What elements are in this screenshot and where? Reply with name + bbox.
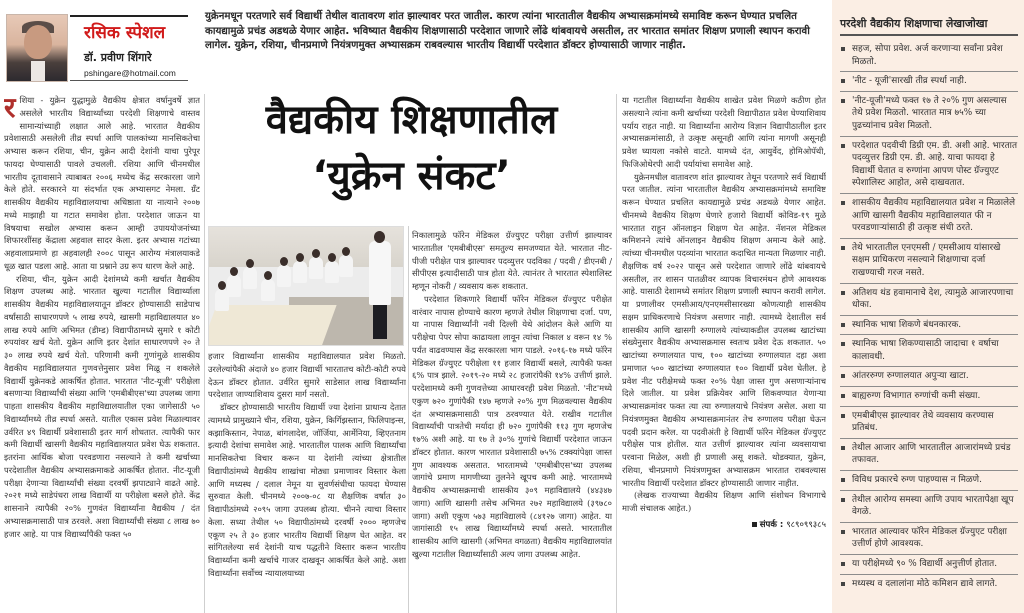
section-kicker: रसिक स्पेशल xyxy=(84,23,166,43)
item-text: 'नीट - यूजी'सारखी तीव्र स्पर्धा नाही. xyxy=(852,76,967,87)
bullet-square-icon xyxy=(841,246,845,250)
bullet-square-icon xyxy=(841,478,845,482)
sidebar-list-item xyxy=(840,92,1018,137)
sidebar-title: परदेशी वैद्यकीय शिक्षणाचा लेखाजोखा xyxy=(840,16,1018,36)
photo-student xyxy=(325,261,339,283)
article-column-4 xyxy=(622,94,826,613)
photo-teacher xyxy=(369,241,391,305)
item-text: तेथे भारतातील एनएमसी / एमसीआय यांसारखे सक्षम प्राधिकरण नसल्याने शिक्षणाचा दर्जा राखण्याची गरज नसते. xyxy=(852,242,1001,278)
item-text: बाह्यरुग्ण विभागात रुग्णांची कमी संख्या. xyxy=(852,391,981,402)
article-paragraph: हजार विद्यार्थ्यांना शासकीय महाविद्यालयात प्रवेश मिळतो. उरलेल्यांपैकी अंदाजे ४० हजार विद्यार्थी भारतातच कोटी-कोटी रुपये देऊन डॉक्टर होतात. उर्वरित सुमारे साडेसात लाख विद्यार्थ्यांना परदेशात जाण्याशिवाय दुसरा मार्ग नसतो. xyxy=(208,351,406,400)
photo-desk xyxy=(208,305,337,346)
author-photo-shirt xyxy=(31,61,45,82)
author-name: डॉ. प्रवीण शिंगारे xyxy=(84,51,152,64)
sidebar-list-item xyxy=(840,239,1018,284)
sidebar-list-item xyxy=(840,72,1018,92)
item-text: सहज, सोपा प्रवेश. अर्ज करणाऱ्या सर्वांना प्रवेश मिळतो. xyxy=(852,44,1003,67)
standfirst: युक्रेनमधून परतणारे सर्व विद्यार्थी तेथील वातावरण शांत झाल्यावर परत जातील. कारण त्यांना भारतातील वैद्यकीय अभ्यासक्रमांमध्ये समाविष्ट करून घेण्यात प्रचलित कायद्यामुळे प्रचंड अडथळे येणार आहेत. भविष्यात वैद्यकीय शिक्षणासाठी परदेशात जाणारे लोंढे थांबवायचे असतील, तर भारतात समांतर शिक्षण प्रणाली स्थापन करावी लागेल. युक्रेन, रशिया, चीनप्रमाणे नियंत्रणमुक्त अभ्यासक्रम राबवल्यास भारतीय विद्यार्थी परदेशात डॉक्टर होण्यासाठी जाणार नाहीत. xyxy=(205,11,810,52)
contact-label: संपर्क : xyxy=(759,519,784,530)
sidebar-list-item xyxy=(840,40,1018,72)
bullet-square-icon xyxy=(841,530,845,534)
sidebar-list-item xyxy=(840,439,1018,471)
bullet-square-icon xyxy=(841,498,845,502)
bullet-square-icon xyxy=(841,562,845,566)
author-email[interactable]: pshingare@hotmail.com xyxy=(84,68,176,78)
bullet-square-icon xyxy=(841,99,845,103)
bullet-square-icon xyxy=(841,394,845,398)
article-paragraph: युक्रेनमधील वातावरण शांत झाल्यावर तेथून परतणारे सर्व विद्यार्थी परत जातील. त्यांना भारतातील वैद्यकीय अभ्यासक्रमांमध्ये समाविष्ट करून घेण्यात प्रचलित कायद्यामुळे प्रचंड अडथळे येणार आहेत. चीनमध्ये वैद्यकीय शिक्षण घेणारे हजारो विद्यार्थी कोविड-१९ मुळे भारतात राहून ऑनलाइन शिक्षण घेत आहेत. नॅशनल मेडिकल कमिशनने त्यांचे ऑनलाइन वैद्यकीय शिक्षण अमान्य केले आहे. त्यांच्या चीनमधील पदव्यांना भारतात कदाचित मान्यता मिळणार नाही. शैक्षणिक वर्ष २०२२ पासून असे परदेशात जाणारे लोंढे थांबवायचे असतील, तर शासन पातळीवर व्यापक विचारमंथन होणे आवश्यक आहे. यासाठी देशामध्ये समांतर शिक्षण प्रणाली स्थापन करावी लागेल. या प्रणालीवर एमसीआय/एनएमसीसारख्या कोणत्याही शासकीय सक्षम प्राधिकरणाचे नियंत्रण असणार नाही. त्यामध्ये देशातील सर्व शासकीय आणि खासगी रुग्णालये त्यांच्याकडील उपलब्ध खाटांच्या संख्येनुसार वैद्यकीय अभ्यासक्रमास स्वतःच प्रवेश देऊ शकतात. ५० खाटांच्या रुग्णालयात पाच, १०० खाटांच्या रुग्णालयात दहा अशा प्रमाणात ५०० खाटांच्या रुग्णालयात १०० विद्यार्थी प्रवेश घेतील. हे प्रवेश नीट परीक्षेमध्ये फक्त २०% पेक्षा जास्त गुण असणाऱ्यांनाच दिले जातील. या प्रवेश प्रक्रियेवर आणि शिकवण्यात येणाऱ्या अभ्यासक्रमांवर फक्त त्या त्या रुग्णालयाचे नियंत्रण असेल. अशा या नियंत्रणमुक्त वैद्यकीय अभ्यासक्रमानंतर तेच रुग्णालय परीक्षा घेऊन पदवी प्रदान करेल. या पदवीअंती हे विद्यार्थी फॉरेन मेडिकल ग्रॅज्युएट परीक्षेस पात्र होतील. यात उत्तीर्ण झाल्यावर त्यांना व्यवसायाचा परवाना मिळेल, अशी ही प्रणाली असू शकते. थोडक्यात, युक्रेन, रशिया, चीनप्रमाणे नियंत्रणमुक्त अभ्यासक्रम भारतात राबवल्यास भारतीय विद्यार्थी परदेशात डॉक्टर होण्यासाठी जाणार नाहीत. xyxy=(622,171,826,488)
bullet-square-icon xyxy=(841,291,845,295)
column-rule xyxy=(408,226,409,613)
author-photo-face xyxy=(24,25,52,59)
headline xyxy=(205,92,618,204)
bullet-square-icon xyxy=(841,446,845,450)
article-paragraph: परदेशात शिकणारे विद्यार्थी फॉरेन मेडिकल ग्रॅज्युएट परीक्षेत वारंवार नापास होण्याचे कारण म्हणजे तेथील शिक्षणाचा दर्जा. पण, या नापास विद्यार्थ्यांनी नवी दिल्ली येथे आंदोलन केले आणि या परीक्षेचा पेपर सोपा काढायला लावून त्यांचा निकाल ४ वरून १४ % पर्यंत वाढवण्यास केंद्र सरकारला भाग पाडले. २०१६-१७ मध्ये फॉरेन मेडिकल ग्रॅज्युएट परीक्षेला ११ हजार विद्यार्थी बसले, त्यापैकी फक्त ६% पात्र झाले. २०१९-२० मध्ये २८ हजारांपैकी १४% उत्तीर्ण झाले. परदेशामध्ये कमी गुणवत्तेच्या आधारवरही प्रवेश मिळतो. 'नीट'मध्ये एकुण ७२० गुणांपैकी १४७ म्हणजे २०% गुण मिळवल्यास वैद्यकीय दंत अभ्यासक्रमासाठी पात्र ठरवण्यात येते. राखीव गटातील विद्यार्थ्यांची पात्रतेची मर्यादा ही ७२० गुणांपैकी ११३ गुण म्हणजेच १७% अशी आहे. या १७ ते ३०% गुणांचे विद्यार्थी परदेशात जाऊन डॉक्टर होतात. कारण भारतात प्रवेशासाठी ७५% टक्क्यांपेक्षा जास्त गुण आवश्यक असतात. भारतामध्ये 'एमबीबीएस'च्या उपलब्ध जागांचे प्रमाण मागणीच्या तुलनेने खूपच कमी आहे. भारतामध्ये वैद्यकीय अभ्यासक्रमाची शासकीय ३०९ महाविद्यालये (४४३४७ जागा) आणि खासगी तसेच अभिमत २७२ महाविद्यालये (३९७८० जागा) अशी एकूण ५७३ महाविद्यालये (८४१२७ जागा) आहेत. या जागांसाठी १५ लाख विद्यार्थ्यांमध्ये स्पर्धा असते. भारतातील शासकीय आणि खासगी (अभिमत वगळता) वैद्यकीय महाविद्यालयांत खुल्या गटातील विद्यार्थ्यांसाठी अल्प जागा उपलब्ध आहेत. xyxy=(412,293,612,559)
item-text: मध्यस्थ व दलालांना मोठे कमिशन द्यावे लागते. xyxy=(852,578,998,589)
paragraph-text: शिया - युक्रेन युद्धामुळे वैद्यकीय क्षेत्रात वर्षानुवर्षे ज्ञात असलेले भारतीय विद्यार्थ्यांच्या परदेशी शिक्षणाचे वास्तव सामान्यांच्याही लक्षात आले आहे. भारतात वैद्यकीय प्रवेशासाठी असलेली तीव्र स्पर्धा आणि पालकांच्या मानसिकतेचा अभ्यास करून रशिया, चीन, युक्रेन आदी देशांनी याचा पुरेपूर फायदा घेण्यासाठी पावले उचलली. रशिया आणि चीनमधील भारतीय दूतावासाने त्याबाबत २००६ मध्येच केंद्र सरकारला जागे केले होते. सरकारने या संदर्भात एक अभ्यासगट नेमला. ग्रँट शासकीय वैद्यकीय महाविद्यालयाचा अधिष्ठाता या नात्याने २००७ मध्ये माझाही या गटात समावेश होता. परदेशात जाऊन या विषयाचा सखोल अभ्यास करून आम्ही उपाययोजनांच्या शिफारशींसह केंद्राला अहवाल सादर केला. इतर अभ्यास गटांच्या अहवालाप्रमाणे हा अहवालही २००८ पासून आरोग्य मंत्रालयाकडे धूळ खात पडला आहे. आता या प्रश्नाने उग्र रूप धारण केले आहे. xyxy=(4,95,200,271)
article-column-3 xyxy=(412,229,612,613)
bullet-square-icon xyxy=(841,323,845,327)
photo-student xyxy=(227,275,241,297)
item-text: एमबीबीएस झाल्यावर तेथे व्यवसाय करण्यास प्रतिबंध. xyxy=(852,410,994,434)
sidebar-list-item xyxy=(840,471,1018,491)
item-text: तेथील आजार आणि भारतातील आजारांमध्ये प्रचंड तफावत. xyxy=(852,442,1011,466)
classroom-photo xyxy=(208,226,404,346)
photo-student xyxy=(339,255,353,277)
sidebar-list-item xyxy=(840,491,1018,523)
article-paragraph: या गटातील विद्यार्थ्यांना वैद्यकीय शाखेत प्रवेश मिळणे कठीण होत असल्याने त्यांना कमी खर्चाच्या परदेशी विद्यापीठात प्रवेश घेण्याशिवाय पर्याय राहत नाही. या विद्यार्थ्यांना आरोग्य विज्ञान विद्यापीठातील इतर अभ्यासक्रमांसाठी, ते उत्कृष्ट असूनही आणि त्यांना मागणी असूनही प्रवेश घ्यायला नकोसे वाटते. यामध्ये दंत, आयुर्वेद, होमिओपॅथी, फिजिओथेरपी आदी पर्यायांचा समावेश आहे. xyxy=(622,95,826,169)
article-paragraph xyxy=(4,94,200,273)
bullet-square-icon xyxy=(841,342,845,346)
item-text: अतिशय थंड हवामानाचे देश, त्यामुळे आजारपणाचा धोका. xyxy=(852,287,1014,311)
sidebar-list-item xyxy=(840,284,1018,316)
bullet-square-icon xyxy=(841,201,845,205)
sidebar-list-item xyxy=(840,194,1018,239)
byline-bottom-rule xyxy=(70,80,188,81)
photo-student xyxy=(277,265,291,287)
item-text: आंतररुग्ण रुग्णालयात अपुऱ्या खाटा. xyxy=(852,371,969,382)
article-paragraph: रशिया, चीन, युक्रेन आदी देशांमध्ये कमी खर्चात वैद्यकीय शिक्षण उपलब्ध आहे. भारतात खुल्या गटातील विद्यार्थ्याला शासकीय वैद्यकीय महाविद्यालयातून डॉक्टर होण्यासाठी साडेपाच वर्षांसाठी साधारणपणे ५ लाख रुपये, खासगी महाविद्यालयात ४० लाख रुपये आणि अभिमत (डीम्ड) विद्यापीठामध्ये सुमारे १ कोटी रुपयांवर खर्च येतो. युक्रेन आणि इतर देशांत साधारणपणे २० ते ३० लाख रुपये खर्च येतो. परिणामी कमी गुणांमुळे शासकीय वैद्यकीय महाविद्यालयात गुणवत्तेनुसार प्रवेश मिळू न शकलेले विद्यार्थी युक्रेनकडे आकर्षित होतात. भारतात 'नीट-यूजी' परीक्षेला बसणाऱ्या विद्यार्थ्यांची संख्या आणि 'एमबीबीएस'च्या उपलब्ध जागा पाहता शासकीय वैद्यकीय महाविद्यालयातील एका जागेसाठी ५० विद्यार्थ्यांमध्ये तीव्र स्पर्धा असते. यातील एकास प्रवेश मिळाल्यावर उर्वरित ४९ विद्यार्थी प्रवेशासाठी इतर मार्ग शोधतात. त्यापैकी फार कमी विद्यार्थी खासगी वैद्यकीय महाविद्यालयात प्रवेश घेऊ शकतात. इतरांना आर्थिक बोजा परवडणारा नसल्याने ते कमी खर्चाच्या परदेशातील वैद्यकीय अभ्यासक्रमाकडे आकर्षित होतात. नीट-यूजी परीक्षा देणाऱ्या विद्यार्थ्यांची संख्या दरवर्षी झपाट्याने वाढते आहे. २०२१ मध्ये साडेपंधरा लाख विद्यार्थी या परीक्षेला बसले होते. केंद्र शासनाने त्यापैकी २०% गुणवंत विद्यार्थ्यांना वैद्यकीय / दंत अभ्यासक्रमासाठी पात्र ठरवले. अशा विद्यार्थ्यांची संख्या ८ लाख ७० हजार आहे. या पात्र विद्यार्थ्यांपैकी फक्त ५० xyxy=(4,273,200,539)
photo-student xyxy=(309,257,323,279)
item-text: शासकीय वैद्यकीय महाविद्यालयात प्रवेश न मिळालेले आणि खासगी वैद्यकीय महाविद्यालयात फी न परवडणाऱ्यांसाठी ही उत्कृष्ट संधी ठरते. xyxy=(852,197,1016,234)
sidebar-list-item xyxy=(840,407,1018,439)
article-column-2 xyxy=(208,350,406,613)
byline-top-rule xyxy=(70,15,188,17)
column-rule xyxy=(616,94,617,613)
item-text: विविध प्रकारचे रुग्ण पाहण्यास न मिळणे. xyxy=(852,475,982,486)
article-paragraph: डॉक्टर होण्यासाठी भारतीय विद्यार्थी ज्या देशांना प्राधान्य देतात त्यामध्ये प्रामुख्याने चीन, रशिया, युक्रेन, किर्गिझस्तान, फिलिपाइन्स, कझाकिस्तान, नेपाळ, बांगलादेश, जॉर्जिया, आर्मेनिया, व्हिएतनाम इत्यादी देशांचा समावेश आहे. भारतातील पालक आणि विद्यार्थ्यांचा मानसिकतेचा विचार करून या देशांनी त्यांच्या क्षेत्रातील विद्यापीठांमध्ये वैद्यकीय शाखांचा मोठ्या प्रमाणावर विस्तार केला आणि मध्यस्थ / दलाल नेमून या सुवर्णसंधीचा फायदा घेण्यास सुरुवात केली. चीनमध्ये २००७-०८ या शैक्षणिक वर्षात ३० विद्यापीठांमध्ये २०९५ जागा उपलब्ध होत्या. चीनने त्याचा विस्तार केला. सध्या तेथील ५० विद्यापीठांमध्ये दरवर्षी २००० म्हणजेच एकूण २५ ते ३० हजार भारतीय विद्यार्थी शिक्षण घेत आहेत. वर सांगितलेल्या सर्व देशांनी याच पद्धतीने विस्तार करून भारतीय विद्यार्थ्यांना कमी खर्चाचे गाजर दाखवून आकर्षित केले आहे. अशा विद्यार्थ्यांना सर्वोच्च न्यायालयाच्या xyxy=(208,402,406,578)
headline-line-1: वैद्यकीय शिक्षणातील xyxy=(265,97,558,143)
item-text: स्थानिक भाषा शिकणे बंधनकारक. xyxy=(852,319,962,330)
sidebar-list-item xyxy=(840,555,1018,575)
item-text: या परीक्षेमध्ये ९० % विद्यार्थी अनुत्तीर्ण होतात. xyxy=(852,559,998,569)
item-text: भारतात आल्यावर फॉरेन मेडिकल ग्रॅज्युएट परीक्षा उत्तीर्ण होणे आवश्यक. xyxy=(852,526,1007,550)
column-rule xyxy=(204,94,205,613)
bullet-square-icon xyxy=(841,144,845,148)
sidebar-list-item xyxy=(840,137,1018,194)
bullet-square-icon xyxy=(841,414,845,418)
article-paragraph: निकालामुळे फॉरेन मेडिकल ग्रॅज्युएट परीक्षा उत्तीर्ण झाल्यावर भारतातील 'एमबीबीएस' समतुल्य समजण्यात येते. भारतात नीट-पीजी परीक्षेत पात्र झाल्यावर पदव्युत्तर पदविका / पदवी / डीएनबी / सीपीएस इत्यादीसाठी पात्र होता येते. त्यानंतर ते भारतात स्पेशालिस्ट म्हणून नोकरी / व्यवसाय करू शकतात. xyxy=(412,230,612,291)
author-note: (लेखक राज्याच्या वैद्यकीय शिक्षण आणि संशोधन विभागाचे माजी संचालक आहेत.) xyxy=(622,490,826,513)
byline-box xyxy=(0,0,200,88)
item-text: 'नीट-यूजी'मध्ये फक्त १७ ते २०% गुण असल्यास तेथे प्रवेश मिळतो. भारतात मात्र ७५% च्या पुढच्यांनाच प्रवेश मिळतो. xyxy=(852,95,1007,131)
sidebar-list-item xyxy=(840,387,1018,407)
contact-number[interactable]: ९८९०९९३८५ xyxy=(786,519,826,530)
bullet-square-icon xyxy=(841,582,845,586)
headline-line-2: ‘युक्रेन संकट’ xyxy=(312,153,511,199)
item-text: परदेशात पदवीची डिग्री एम. डी. अशी आहे. भारतात पदव्युत्तर डिग्री एम. डी. आहे. याचा फायदा हे विद्यार्थी घेतात व रुग्णांना आपण पोस्ट ग्रॅज्युएट स्पेशालिस्ट आहोत, असे दाखवतात. xyxy=(852,140,1017,189)
photo-student xyxy=(261,279,275,301)
sidebar-list-item xyxy=(840,335,1018,367)
author-photo xyxy=(6,14,68,82)
sidebar-list-item xyxy=(840,575,1018,594)
bullet-square-icon xyxy=(752,522,757,527)
sidebar-list-item xyxy=(840,367,1018,387)
sidebar-list-item xyxy=(840,316,1018,336)
bullet-square-icon xyxy=(841,79,845,83)
item-text: तेथील आरोग्य समस्या आणि उपाय भारतापेक्षा खूप वेगळे. xyxy=(852,494,1014,518)
contact-line xyxy=(622,519,826,532)
sidebar-list xyxy=(840,40,1018,593)
fact-box-sidebar xyxy=(832,0,1024,613)
drop-cap: र xyxy=(4,94,16,124)
bullet-square-icon xyxy=(841,47,845,51)
article-column-1 xyxy=(4,94,200,613)
item-text: स्थानिक भाषा शिकण्यासाठी जादाचा १ वर्षाचा कालावधी. xyxy=(852,339,999,362)
photo-teacher-legs xyxy=(373,305,387,339)
photo-student xyxy=(293,261,307,283)
sidebar-list-item xyxy=(840,523,1018,555)
bullet-square-icon xyxy=(841,374,845,378)
photo-student xyxy=(243,267,257,289)
